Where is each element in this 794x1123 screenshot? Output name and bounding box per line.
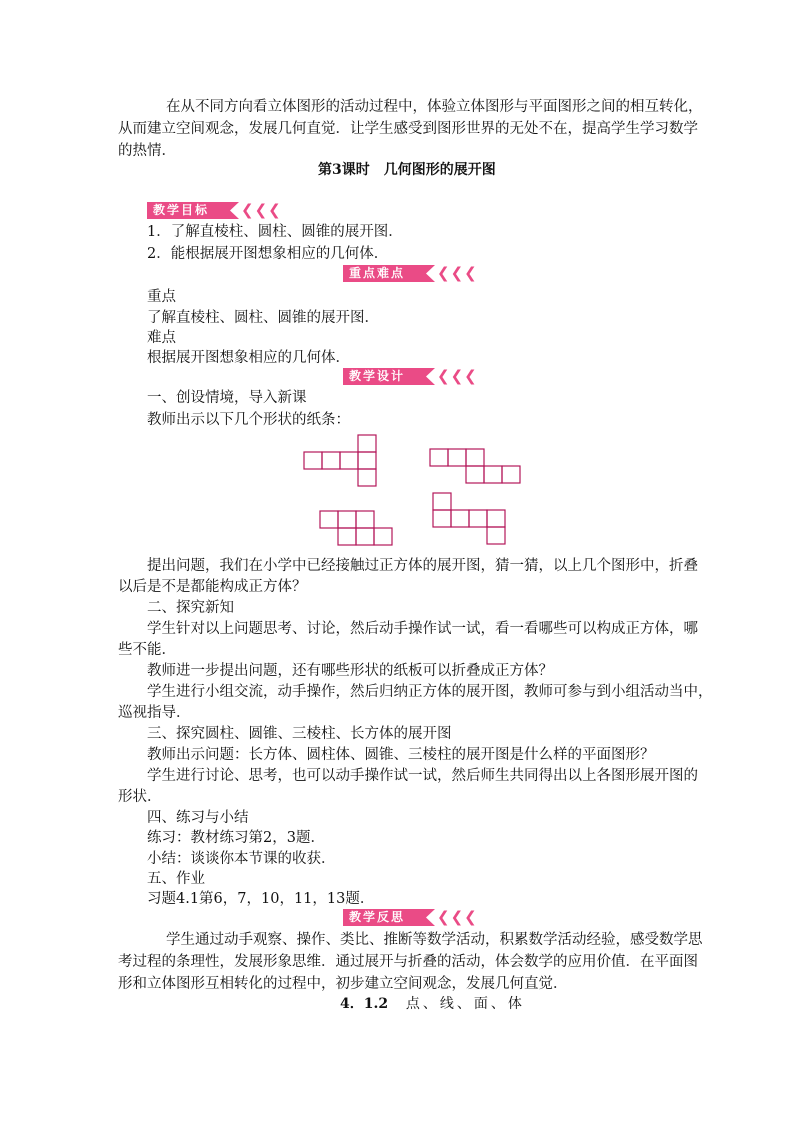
section-2-heading: 二、探究新知 (147, 600, 234, 616)
objective-item-2: 2．能根据展开图想象相应的几何体． (147, 246, 389, 262)
net-square (469, 510, 487, 527)
difficulty-label: 难点 (147, 330, 176, 346)
banner-label: 教学设计 (349, 369, 406, 383)
key-label: 重点 (147, 289, 176, 305)
cube-net-1 (304, 435, 376, 486)
section-3-heading: 三、探究圆柱、圆锥、三棱柱、长方体的展开图 (147, 726, 452, 742)
intro-line-1: 在从不同方向看立体图形的活动过程中，体验立体图形与平面图形之间的相互转化， (166, 99, 703, 115)
net-square (322, 452, 340, 469)
reflection-line-3: 形和立体图形互相转化的过程中，初步建立空间观念，发展几何直觉． (118, 976, 568, 992)
section-4-heading: 四、练习与小结 (147, 810, 249, 826)
section-4-p1: 练习：教材练习第2，3题． (147, 830, 325, 846)
section-3-p2-line-1: 学生进行讨论、思考，也可以动手操作试一试，然后师生共同得出以上各图形展开图的 (147, 768, 698, 784)
chevrons-icon: ❮❮❮ (241, 201, 282, 219)
net-square (320, 511, 338, 528)
net-square (487, 510, 505, 527)
net-square (358, 435, 376, 452)
banner-label: 重点难点 (349, 266, 406, 280)
net-square (356, 511, 374, 528)
intro-line-2: 从而建立空间观念，发展几何直觉．让学生感受到图形世界的无处不在，提高学生学习数学 (118, 121, 698, 137)
section-3-p2-line-2: 形状． (118, 789, 162, 805)
section-3-p1: 教师出示问题：长方体、圆柱体、圆锥、三棱柱的展开图是什么样的平面图形？ (147, 747, 655, 763)
intro-line-3: 的热情． (118, 143, 176, 159)
section-5-heading: 五、作业 (147, 871, 205, 887)
cube-net-2 (430, 449, 520, 483)
section-1-question-line-1: 提出问题，我们在小学中已经接触过正方体的展开图，猜一猜，以上几个图形中，折叠 (147, 558, 698, 574)
reflection-line-2: 考过程的条理性，发展形象思维．通过展开与折叠的活动，体会数学的应用价值．在平面图 (118, 954, 698, 970)
net-square (356, 528, 374, 545)
banner-label: 教学反思 (349, 910, 406, 924)
cube-net-3 (320, 511, 392, 545)
section-1-heading: 一、创设情境，导入新课 (147, 390, 307, 406)
net-square (358, 469, 376, 486)
net-square (433, 510, 451, 527)
difficulty-text: 根据展开图想象相应的几何体． (147, 350, 350, 366)
key-text: 了解直棱柱、圆柱、圆锥的展开图． (147, 310, 379, 326)
net-square (358, 452, 376, 469)
cube-net-4 (433, 493, 505, 544)
next-section-title: 点、线、面、体 (405, 996, 525, 1012)
next-section-heading (340, 994, 525, 1014)
section-2-p1-line-2: 些不能． (118, 642, 176, 658)
net-square (448, 449, 466, 466)
net-square (430, 449, 448, 466)
net-square (304, 452, 322, 469)
objective-item-1: 1．了解直棱柱、圆柱、圆锥的展开图． (147, 224, 403, 240)
reflection-line-1: 学生通过动手观察、操作、类比、推断等数学活动，积累数学活动经验，感受数学思 (166, 932, 703, 948)
net-square (340, 452, 358, 469)
net-square (338, 528, 356, 545)
lesson-title: 第3课时 几何图形的展开图 (318, 162, 496, 178)
net-square (502, 466, 520, 483)
section-1-text: 教师出示以下几个形状的纸条： (147, 412, 350, 428)
chevrons-icon: ❮❮❮ (437, 264, 478, 282)
chevrons-icon: ❮❮❮ (437, 908, 478, 926)
section-2-p2: 教师进一步提出问题，还有哪些形状的纸板可以折叠成正方体？ (147, 663, 553, 679)
section-4-p2: 小结：谈谈你本节课的收获． (147, 851, 336, 867)
net-square (484, 466, 502, 483)
section-2-p3-line-1: 学生进行小组交流，动手操作，然后归纳正方体的展开图，教师可参与到小组活动当中， (147, 684, 713, 700)
net-square (338, 511, 356, 528)
net-square (487, 527, 505, 544)
section-5-p1: 习题4.1第6，7，10，11，13题． (147, 891, 375, 907)
net-square (433, 493, 451, 510)
net-square (466, 466, 484, 483)
net-square (451, 510, 469, 527)
section-1-question-line-2: 以后是不是都能构成正方体？ (118, 579, 307, 595)
section-2-p3-line-2: 巡视指导． (118, 705, 191, 721)
chevrons-icon: ❮❮❮ (437, 367, 478, 385)
banner-label: 教学目标 (153, 203, 210, 217)
next-section-number: 4．1.2 (340, 996, 389, 1012)
net-square (374, 528, 392, 545)
net-square (466, 449, 484, 466)
section-2-p1-line-1: 学生针对以上问题思考、讨论，然后动手操作试一试，看一看哪些可以构成正方体，哪 (147, 621, 698, 637)
